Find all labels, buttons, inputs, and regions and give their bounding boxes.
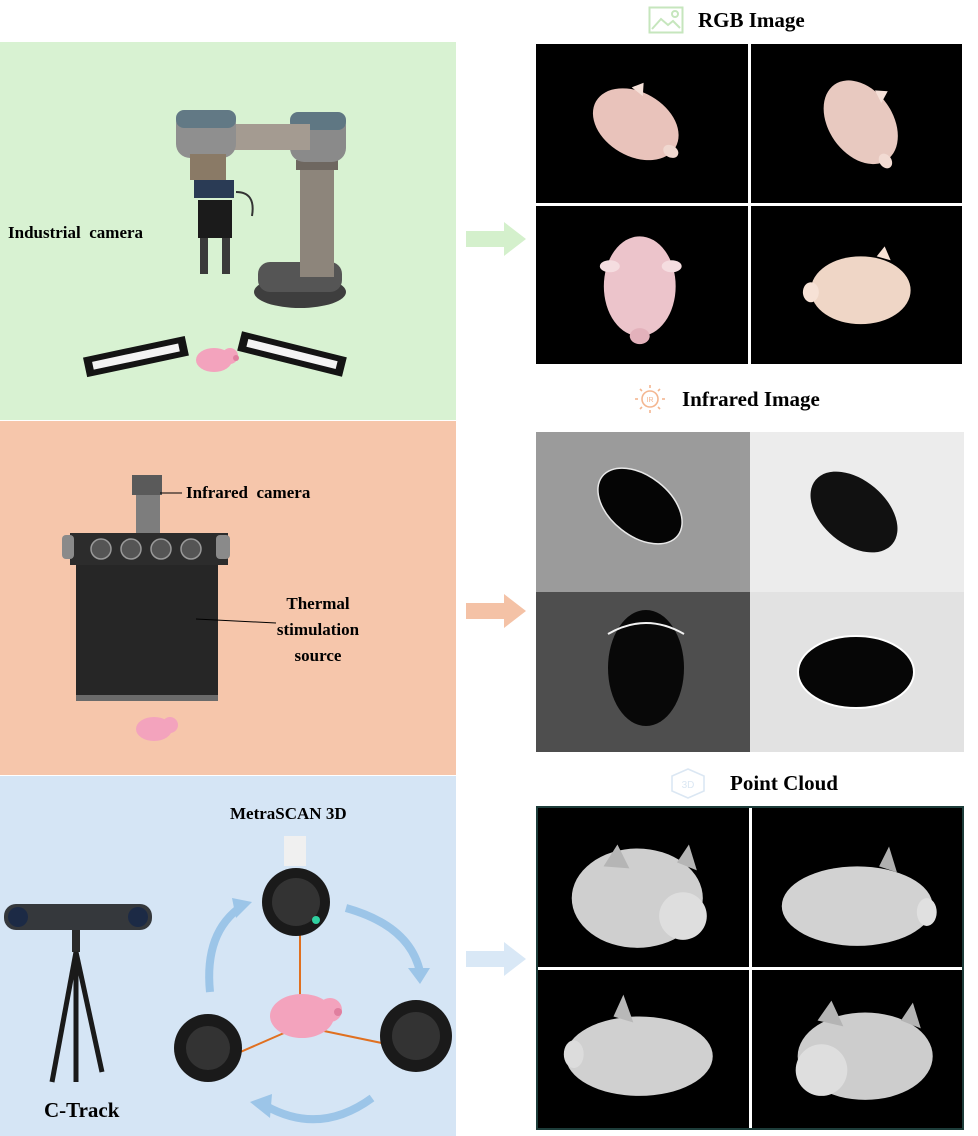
infrared-image-grid <box>536 432 964 752</box>
infrared-image <box>536 592 750 752</box>
thermal-source-line1: Thermal <box>286 594 350 613</box>
infrared-image <box>750 432 964 592</box>
pointcloud-arrow-icon <box>466 942 526 976</box>
thermal-source-label <box>268 591 368 669</box>
pointcloud-image-grid <box>536 806 964 1130</box>
thermal-source-line3: source <box>294 646 342 665</box>
industrial-camera-label: Industrial camera <box>8 223 144 242</box>
pointcloud-acquisition-panel <box>0 776 456 1136</box>
metrascan-label: MetraSCAN 3D <box>230 804 347 823</box>
rgb-image <box>751 44 963 203</box>
infrared-acquisition-panel <box>0 421 456 775</box>
rgb-image-grid <box>536 44 962 364</box>
infrared-camera-label: Infrared camera <box>186 483 311 502</box>
pointcloud-image <box>538 970 749 1129</box>
rgb-image <box>536 206 748 365</box>
pointcloud-header <box>668 768 838 798</box>
scanner-tracking-scene <box>0 776 456 1136</box>
rgb-header <box>648 5 805 35</box>
pointcloud-image <box>752 808 963 967</box>
infrared-image <box>750 592 964 752</box>
rgb-arrow-icon <box>466 222 526 256</box>
cube-icon-text: 3D <box>681 780 695 791</box>
thermal-rig-scene <box>0 421 456 775</box>
rgb-image <box>751 206 963 365</box>
pointcloud-image <box>752 970 963 1129</box>
infrared-sun-icon <box>632 384 668 414</box>
pointcloud-header-title: Point Cloud <box>730 770 838 795</box>
infrared-image <box>536 432 750 592</box>
rgb-header-title: RGB Image <box>698 7 805 32</box>
infrared-icon-text: IR <box>646 397 654 404</box>
thermal-source-line2: stimulation <box>276 620 360 639</box>
infrared-header-title: Infrared Image <box>682 386 820 411</box>
pointcloud-image <box>538 808 749 967</box>
rgb-acquisition-panel <box>0 42 456 420</box>
cube-3d-icon <box>668 767 708 799</box>
image-icon <box>648 6 684 34</box>
infrared-arrow-icon <box>466 594 526 628</box>
rgb-image <box>536 44 748 203</box>
c-track-label: C-Track <box>44 1098 120 1122</box>
infrared-header <box>632 384 820 414</box>
